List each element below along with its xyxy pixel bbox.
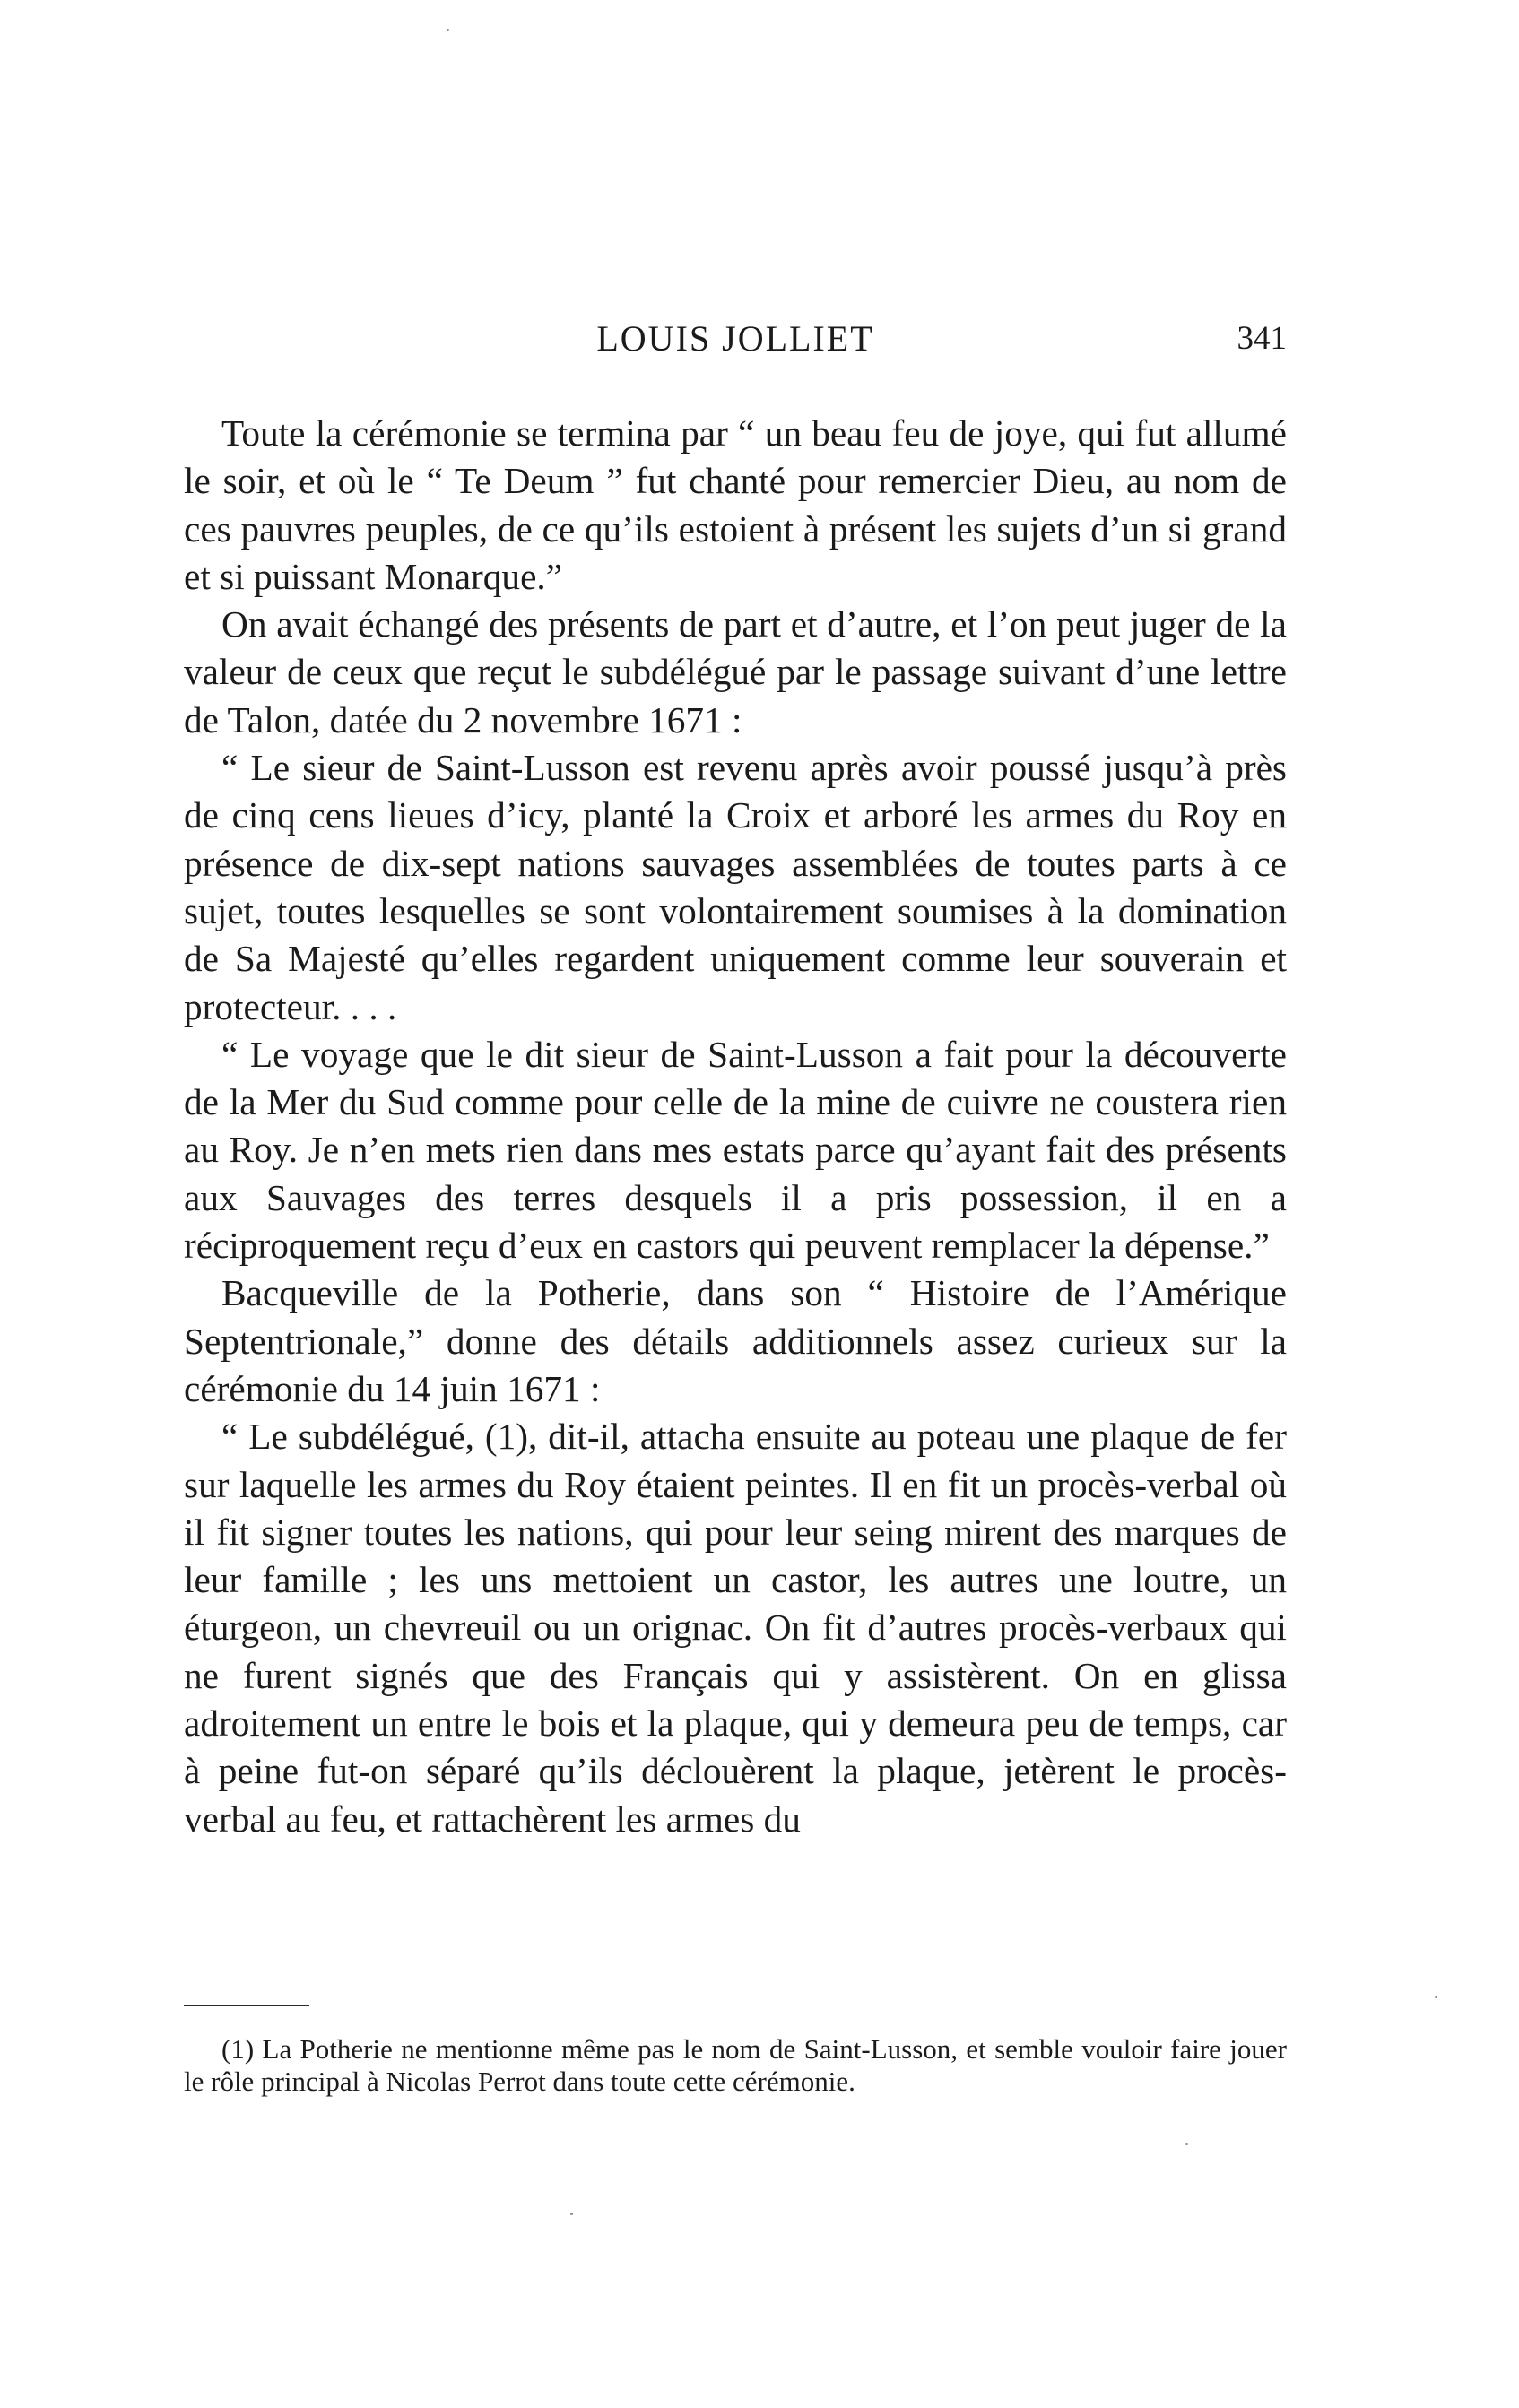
body-text [184, 410, 1287, 1843]
paragraph: “ Le voyage que le dit sieur de Saint-Lusson a fait pour la découverte de la Mer du Sud comme pour celle de la mine de cuivre ne coustera rien au Roy. Je n’en mets rien dans mes estats parce qu’ayant fait des présents aux Sauvages des terres desquels il a pris possession, il en a réciproquement reçu d’eux en castors qui peuvent remplacer la dépense.” [184, 1033, 1287, 1267]
scan-speck [1435, 1996, 1437, 1998]
running-head [184, 312, 1287, 366]
page-number: 341 [1237, 320, 1287, 357]
running-title: LOUIS JOLLIET [596, 318, 874, 359]
footnote: (1) La Potherie ne mentionne même pas le nom de Saint-Lusson, et semble vouloir faire jouer le rôle principal à Nicolas Perrot dans toute cette cérémonie. [184, 2033, 1287, 2097]
scan-speck [447, 29, 449, 31]
paragraph: “ Le sieur de Saint-Lusson est revenu après avoir poussé jusqu’à près de cinq cens lieues d’icy, planté la Croix et arboré les armes du Roy en présence de dix-sept nations sauvages assemblées de toutes parts à ce sujet, toutes lesquelles se sont volontairement soumises à la domination de Sa Majesté qu’elles regardent uniquement comme leur souverain et protecteur. . . . [184, 747, 1287, 1027]
scan-speck [570, 2213, 573, 2215]
paragraph: “ Le subdélégué, (1), dit-il, attacha ensuite au poteau une plaque de fer sur laquelle les armes du Roy étaient peintes. Il en fit un procès-verbal où il fit signer toutes les nations, qui pour leur seing mirent des marques de leur famille ; les uns mettoient un castor, les autres une loutre, un éturgeon, un chevreuil ou un orignac. On fit d’autres procès-verbaux qui ne furent signés que des Français qui y assistèrent. On en glissa adroitement un entre le bois et la plaque, qui y demeura peu de temps, car à peine fut-on séparé qu’ils déclouèrent la plaque, jetèrent le procès-verbal au feu, et rattachèrent les armes du [184, 1416, 1287, 1840]
paragraph: Bacqueville de la Potherie, dans son “ Histoire de l’Amérique Septentrionale,” donne des détails additionnels assez curieux sur la cérémonie du 14 juin 1671 : [184, 1272, 1287, 1409]
paragraph: Toute la cérémonie se termina par “ un beau feu de joye, qui fut allumé le soir, et où le “ Te Deum ” fut chanté pour remercier Dieu, au nom de ces pauvres peuples, de ce qu’ils estoient à présent les sujets d’un si grand et si puissant Monarque.” [184, 412, 1287, 597]
scan-speck [1185, 2143, 1188, 2145]
paragraph: On avait échangé des présents de part et d’autre, et l’on peut juger de la valeur de ceux que reçut le subdélégué par le passage suivant d’une lettre de Talon, datée du 2 novembre 1671 : [184, 603, 1287, 741]
footnote-divider [184, 2005, 309, 2006]
